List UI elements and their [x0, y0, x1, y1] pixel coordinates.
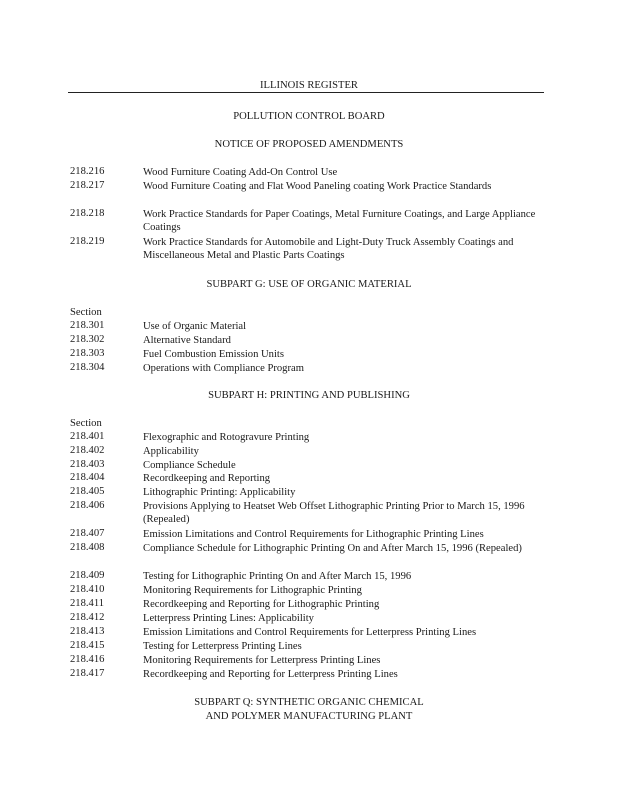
section-title: Compliance Schedule for Lithographic Printing On and After March 15, 1996 (Repealed)	[143, 543, 522, 554]
section-number: 218.411	[70, 598, 105, 609]
board-title: POLLUTION CONTROL BOARD	[233, 111, 385, 122]
section-title: Wood Furniture Coating Add-On Control Use	[143, 167, 338, 178]
section-number: 218.405	[70, 486, 105, 497]
section-number: 218.408	[70, 542, 105, 553]
section-title: Operations with Compliance Program	[143, 363, 304, 374]
section-number: 218.217	[70, 180, 105, 191]
section-label: Section	[70, 418, 102, 429]
section-label: Section	[70, 307, 102, 318]
section-number: 218.401	[70, 431, 105, 442]
section-number: 218.218	[70, 208, 105, 219]
section-title: Recordkeeping and Reporting	[143, 473, 271, 484]
section-title: Wood Furniture Coating and Flat Wood Paneling coating Work Practice Standards	[143, 181, 492, 192]
section-number: 218.304	[70, 362, 105, 373]
section-title: Monitoring Requirements for Letterpress Printing Lines	[143, 655, 381, 666]
section-number: 218.407	[70, 528, 105, 539]
section-number: 218.216	[70, 166, 105, 177]
section-title: Applicability	[143, 446, 199, 457]
section-number: 218.409	[70, 570, 105, 581]
section-number: 218.219	[70, 236, 105, 247]
subpart-q-heading-line1: SUBPART Q: SYNTHETIC ORGANIC CHEMICAL	[194, 697, 424, 708]
section-title: Letterpress Printing Lines: Applicability	[143, 613, 314, 624]
section-title: Compliance Schedule	[143, 460, 236, 471]
section-number: 218.302	[70, 334, 105, 345]
section-number: 218.416	[70, 654, 105, 665]
section-title: Recordkeeping and Reporting for Letterpress Printing Lines	[143, 669, 398, 680]
section-title: Flexographic and Rotogravure Printing	[143, 432, 310, 443]
section-number: 218.413	[70, 626, 105, 637]
section-title: Emission Limitations and Control Requirements for Lithographic Printing Lines	[143, 529, 484, 540]
section-number: 218.303	[70, 348, 105, 359]
section-number: 218.404	[70, 472, 105, 483]
section-number: 218.403	[70, 459, 105, 470]
section-title: Use of Organic Material	[143, 321, 247, 332]
section-number: 218.412	[70, 612, 105, 623]
notice-title: NOTICE OF PROPOSED AMENDMENTS	[214, 139, 404, 150]
section-title: Recordkeeping and Reporting for Lithographic Printing	[143, 599, 380, 610]
header-rule	[68, 92, 544, 93]
section-number: 218.415	[70, 640, 105, 651]
section-title: Work Practice Standards for Paper Coatings, Metal Furniture Coatings, and Large Appliance Coatings	[143, 209, 536, 234]
subpart-q-heading-line2: AND POLYMER MANUFACTURING PLANT	[205, 711, 413, 722]
section-title: Testing for Lithographic Printing On and After March 15, 1996	[143, 571, 412, 582]
subpart-h-heading: SUBPART H: PRINTING AND PUBLISHING	[208, 390, 410, 401]
section-number: 218.301	[70, 320, 105, 331]
section-title: Fuel Combustion Emission Units	[143, 349, 284, 360]
section-number: 218.406	[70, 500, 105, 511]
section-title: Testing for Letterpress Printing Lines	[143, 641, 302, 652]
section-number: 218.410	[70, 584, 105, 595]
section-title: Work Practice Standards for Automobile and Light-Duty Truck Assembly Coatings and Miscellaneous Metal and Plastic Parts Coatings	[143, 237, 514, 262]
register-title: ILLINOIS REGISTER	[260, 80, 358, 91]
section-title: Alternative Standard	[143, 335, 231, 346]
section-number: 218.402	[70, 445, 105, 456]
section-title: Lithographic Printing: Applicability	[143, 487, 296, 498]
section-number: 218.417	[70, 668, 105, 679]
section-title: Emission Limitations and Control Requirements for Letterpress Printing Lines	[143, 627, 477, 638]
subpart-g-heading: SUBPART G: USE OF ORGANIC MATERIAL	[206, 279, 412, 290]
section-title: Provisions Applying to Heatset Web Offset Lithographic Printing Prior to March 15, 1996 (Repealed)	[143, 501, 525, 526]
section-title: Monitoring Requirements for Lithographic Printing	[143, 585, 362, 596]
